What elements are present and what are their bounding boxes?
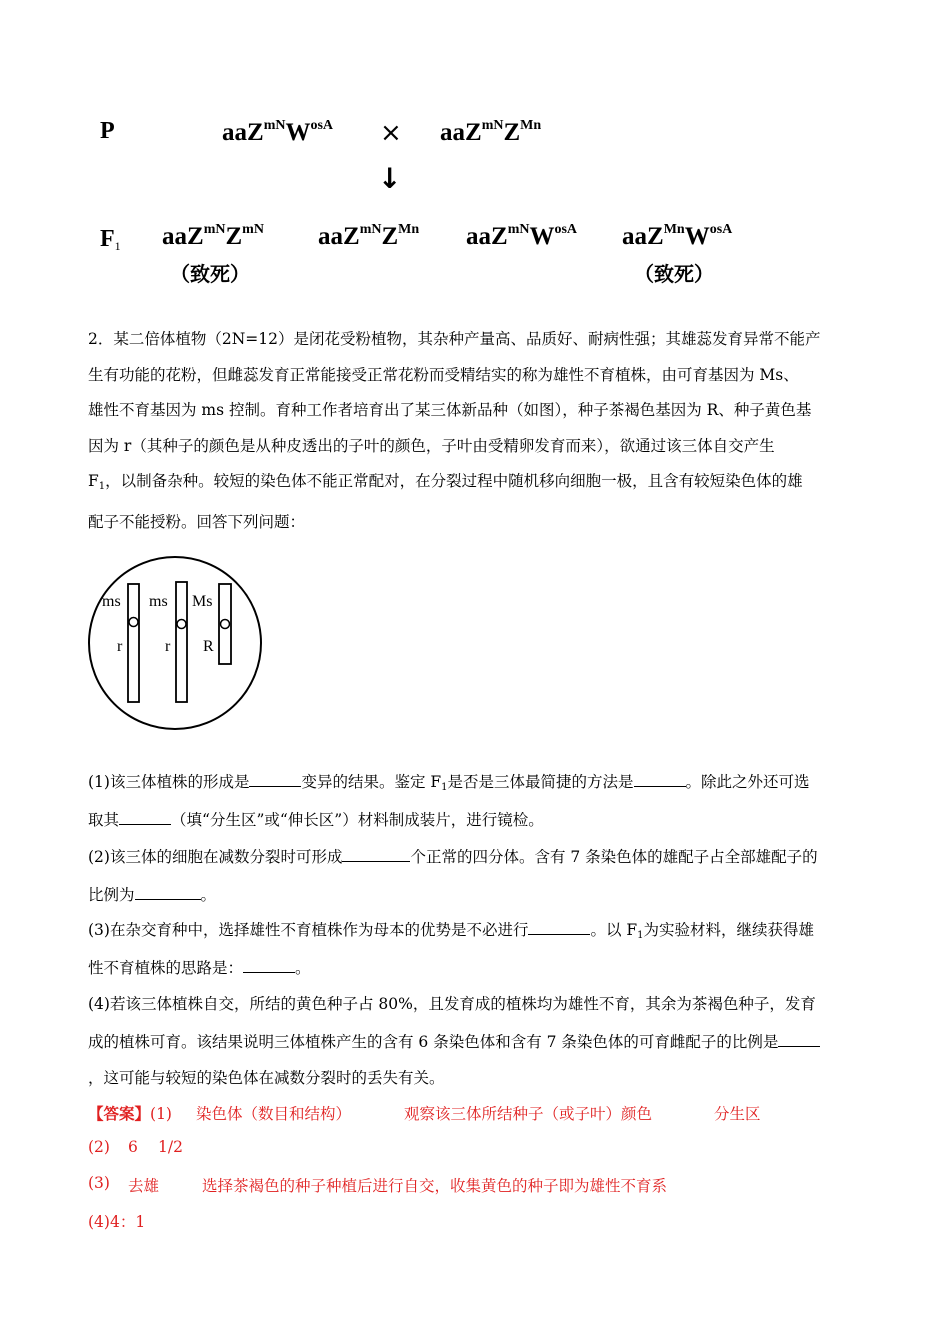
answer-3-number: (3) (88, 1174, 110, 1192)
gene-label-ms: ms (102, 593, 121, 610)
answer-1-part-1: 染色体（数目和结构） (196, 1105, 352, 1123)
f1-offspring-genotype: $aaZ^{mN}Z^{mN}$ (162, 222, 264, 250)
f1-offspring-genotype: $aaZ^{mN}W^{osA}$ (466, 222, 578, 250)
answer-blank (249, 772, 301, 787)
gene-label-ms: ms (149, 593, 168, 610)
answer-2-part-2: 1/2 (158, 1138, 183, 1156)
answer-1-part-3: 分生区 (714, 1105, 761, 1123)
subquestion-2: (2)该三体的细胞在减数分裂时可形成 个正常的四分体。含有 7 条染色体的雄配子占全部雄配子的 (88, 848, 818, 866)
subquestion-1-cont: 取其 （填“分生区”或“伸长区”）材料制成装片，进行镜检。 (88, 811, 544, 829)
answer-blank (243, 958, 295, 973)
p-generation-label: P (100, 118, 115, 144)
lethal-note: （致死） (170, 262, 250, 286)
answer-2-number: (2) (88, 1138, 110, 1156)
cell-outline (89, 557, 261, 729)
f1-offspring-genotype: $aaZ^{Mn}W^{osA}$ (622, 222, 733, 250)
answer-4: (4)4：1 (88, 1213, 146, 1231)
answer-3-part-1: 去雄 (128, 1177, 160, 1195)
centromere (221, 620, 230, 629)
answer-blank (634, 772, 686, 787)
p-parent-male-genotype: $aaZ^{mN}Z^{Mn}$ (440, 118, 542, 146)
gene-label-R: R (203, 638, 214, 655)
stem-line: 配子不能授粉。回答下列问题： (88, 512, 306, 531)
question-stem (88, 322, 878, 540)
subquestion-3: (3)在杂交育种中，选择雄性不育植株作为母本的优势是不必进行 。以 F1为实验材料，继续获得雄 (88, 921, 815, 941)
subquestion-4: (4)若该三体植株自交，所结的黄色种子占 80%，且发育成的植株均为雄性不育，其余为茶褐色种子，发育 (88, 995, 816, 1013)
stem-line: 因为 r（其种子的颜色是从种皮透出的子叶的颜色，子叶由受精卵发育而来），欲通过该三体自交产生 (88, 436, 775, 455)
stem-line: 2．某二倍体植物（2N=12）是闭花受粉植物，其杂种产量高、品质好、耐病性强；其雄蕊发育异常不能产 (88, 330, 821, 348)
subquestion-4-cont: ，这可能与较短的染色体在减数分裂时的丢失有关。 (88, 1069, 445, 1087)
answer-3-part-2: 选择茶褐色的种子种植后进行自交，收集黄色的种子即为雄性不育系 (202, 1177, 668, 1195)
stem-line: 生有功能的花粉，但雌蕊发育正常能接受正常花粉而受精结实的称为雄性不育植株，由可育基因为 Ms、 (88, 365, 799, 384)
f1-offspring-genotype: $aaZ^{mN}Z^{Mn}$ (318, 222, 420, 250)
lethal-note: （致死） (634, 262, 714, 286)
cross-symbol: × (380, 118, 402, 148)
gene-label-r: r (165, 638, 171, 655)
subquestion-4-cont: 成的植株可育。该结果说明三体植株产生的含有 6 条染色体和含有 7 条染色体的可育雌配子的比例是 (88, 1030, 820, 1052)
answer-blank (342, 847, 410, 862)
chromosome-long-1 (128, 584, 139, 702)
answer-blank (528, 920, 590, 935)
answer-line-1: 【答案】(1) (88, 1104, 172, 1123)
subquestion-1: (1)该三体植株的形成是 变异的结果。鉴定 F1是否是三体最简捷的方法是 。除此之外还可选 (88, 773, 810, 793)
trisomy-chromosome-diagram (86, 554, 264, 732)
centromere (177, 620, 186, 629)
subquestion-3-cont: 性不育植株的思路是： 。 (88, 959, 311, 977)
answer-1-part-2: 观察该三体所结种子（或子叶）颜色 (404, 1105, 653, 1123)
gene-label-r: r (117, 638, 123, 655)
f1-generation-label: F1 (100, 226, 121, 253)
p-parent-female-genotype: $aaZ^{mN}W^{osA}$ (222, 118, 334, 146)
down-arrow-icon: ↓ (378, 162, 402, 195)
gene-label-Ms: Ms (192, 593, 213, 610)
stem-line: F1，以制备杂种。较短的染色体不能正常配对，在分裂过程中随机移向细胞一极，且含有较短染色体的雄 (88, 472, 803, 492)
answer-blank (119, 810, 171, 825)
stem-line: 雄性不育基因为 ms 控制。育种工作者培育出了某三体新品种（如图），种子茶褐色基因为 R、种子黄色基 (88, 401, 812, 419)
chromosome-long-2 (176, 582, 187, 702)
subquestion-2-cont: 比例为 。 (88, 886, 217, 904)
centromere (129, 618, 138, 627)
answer-blank (135, 885, 201, 900)
answer-blank (778, 1032, 820, 1047)
answer-2-part-1: 6 (128, 1138, 138, 1156)
